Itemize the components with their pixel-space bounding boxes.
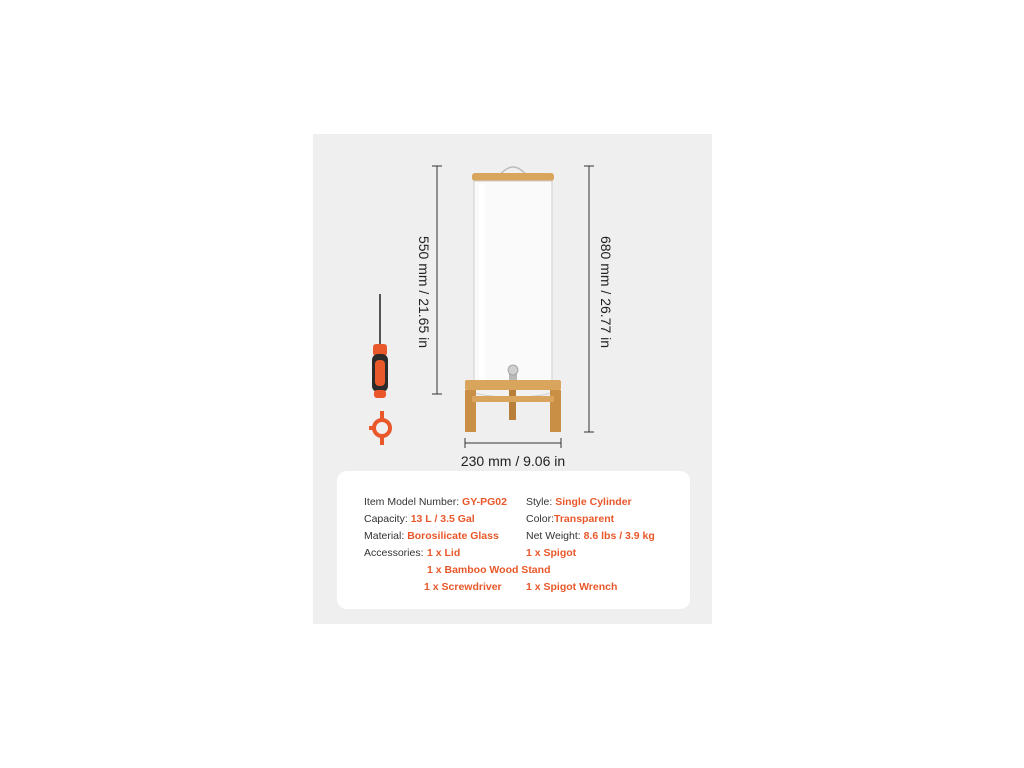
style-row [526,496,632,508]
accessory-item: 1 x Spigot Wrench [526,581,618,593]
height-body-label: 550 mm / 21.65 in [416,235,432,349]
color-row [526,513,614,525]
material-label: Material: [364,530,405,542]
capacity-label: Capacity: [364,513,408,525]
style-value: Single Cylinder [555,496,632,508]
style-label: Style: [526,496,553,508]
specs-panel [337,471,690,609]
capacity-row [364,513,475,525]
capacity-value: 13 L / 3.5 Gal [410,513,475,525]
material-value: Borosilicate Glass [407,530,499,542]
material-row [364,530,499,542]
accessory-item: 1 x Spigot [526,547,577,559]
weight-label: Net Weight: [526,530,581,542]
screwdriver-icon [372,294,388,398]
accessories-label: Accessories: [364,547,424,559]
model-row [364,496,507,508]
dispenser-illustration [313,134,712,474]
width-label: 230 mm / 9.06 in [460,453,566,469]
weight-row [526,530,655,542]
accessory-item: 1 x Lid [427,547,461,559]
accessory-item: 1 x Screwdriver [424,581,502,593]
color-label: Color: [526,513,555,525]
height-total-label: 680 mm / 26.77 in [598,235,614,349]
color-value: Transparent [554,513,615,525]
product-card [313,134,712,624]
weight-value: 8.6 lbs / 3.9 kg [583,530,655,542]
spigot-wrench-icon [369,411,390,445]
model-label: Item Model Number: [364,496,460,508]
accessory-item: 1 x Bamboo Wood Stand [427,564,551,576]
model-value: GY-PG02 [462,496,507,508]
